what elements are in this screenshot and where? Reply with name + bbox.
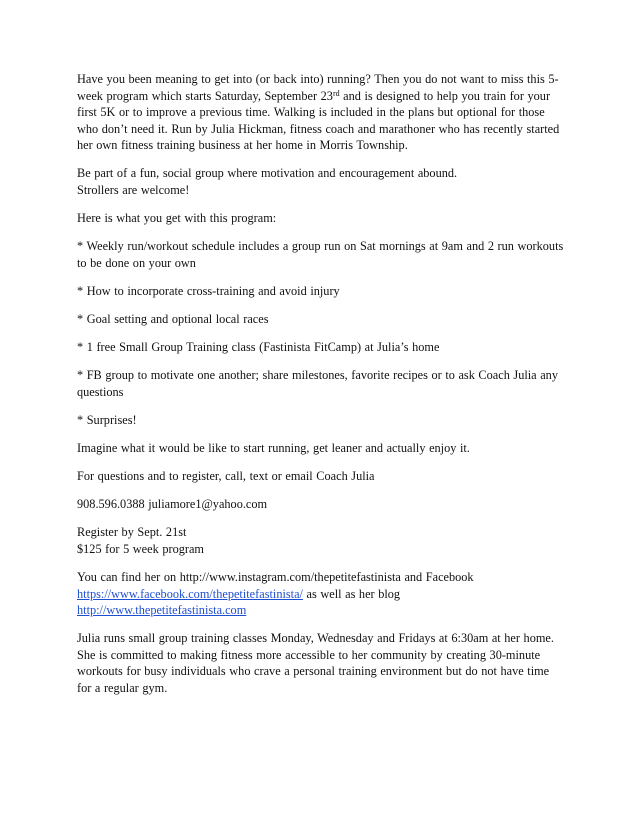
intro-line-2-end: and is designed to help you train for your [339,88,551,103]
contact-paragraph [77,496,567,513]
intro-line-2 [77,88,567,105]
intro-line-3: first 5K or to improve a previous time. Walking is included in the plans but optional for those [77,105,545,120]
classes-line-4: for a regular gym. [77,681,168,696]
contact-line: 908.596.0388 juliamore1@yahoo.com [77,497,268,512]
intro-line-2-start: week program which starts Saturday, September 23 [77,88,333,103]
find-line-3 [77,602,567,619]
classes-paragraph [77,630,567,696]
register-deadline: Register by Sept. 21st [77,525,187,540]
bullet-5-line-1: * FB group to motivate one another; share milestones, favorite recipes or to ask Coach Julia any [77,368,558,383]
document-body [77,71,567,708]
ordinal-suffix: rd [332,88,340,98]
questions-line: For questions and to register, call, text or email Coach Julia [77,469,375,484]
classes-line-3: workouts for busy individuals who crave a personal training environment but do not have time [77,664,550,679]
find-line-2 [77,586,567,603]
bullet-4-line: * 1 free Small Group Training class (Fastinista FitCamp) at Julia’s home [77,340,440,355]
find-line-1: You can find her on http://www.instagram.com/thepetitefastinista and Facebook [77,569,474,584]
blog-link[interactable]: http://www.thepetitefastinista.com [77,603,247,618]
bullet-cross-training [77,283,567,300]
bullet-3-line: * Goal setting and optional local races [77,312,269,327]
intro-line-1: Have you been meaning to get into (or back into) running? Then you do not want to miss this 5- [77,72,559,86]
classes-line-1: Julia runs small group training classes Monday, Wednesday and Fridays at 6:30am at her home. [77,631,554,646]
bullet-weekly-schedule [77,238,567,271]
intro-line-5: her own fitness training business at her home in Morris Township. [77,138,408,153]
find-line-2-text: as well as her blog [302,586,401,601]
bullet-2-line: * How to incorporate cross-training and avoid injury [77,283,340,298]
intro-line-4: who don’t need it. Run by Julia Hickman, fitness coach and marathoner who has recently started [77,121,560,136]
facebook-link[interactable]: https://www.facebook.com/thepetitefastinista/ [77,586,303,601]
program-intro-line: Here is what you get with this program: [77,211,277,226]
find-paragraph [77,569,567,619]
bullet-6-line: * Surprises! [77,412,137,427]
program-intro [77,210,567,227]
bullet-surprises [77,412,567,429]
intro-paragraph [77,71,567,154]
bullet-fb-group [77,367,567,400]
social-paragraph [77,165,567,198]
bullet-free-class [77,339,567,356]
social-line-2: Strollers are welcome! [77,183,190,198]
classes-line-2: She is committed to making fitness more accessible to her community by creating 30-minute [77,647,541,662]
social-line-1: Be part of a fun, social group where motivation and encouragement abound. [77,166,458,181]
imagine-paragraph [77,440,567,457]
imagine-line: Imagine what it would be like to start running, get leaner and actually enjoy it. [77,441,470,455]
bullet-1-line-2: to be done on your own [77,255,196,270]
questions-paragraph [77,468,567,485]
register-price: $125 for 5 week program [77,541,204,556]
register-paragraph [77,524,567,557]
bullet-1-line-1: * Weekly run/workout schedule includes a group run on Sat mornings at 9am and 2 run workouts [77,239,564,254]
bullet-5-line-2: questions [77,384,124,399]
bullet-goal-setting [77,311,567,328]
